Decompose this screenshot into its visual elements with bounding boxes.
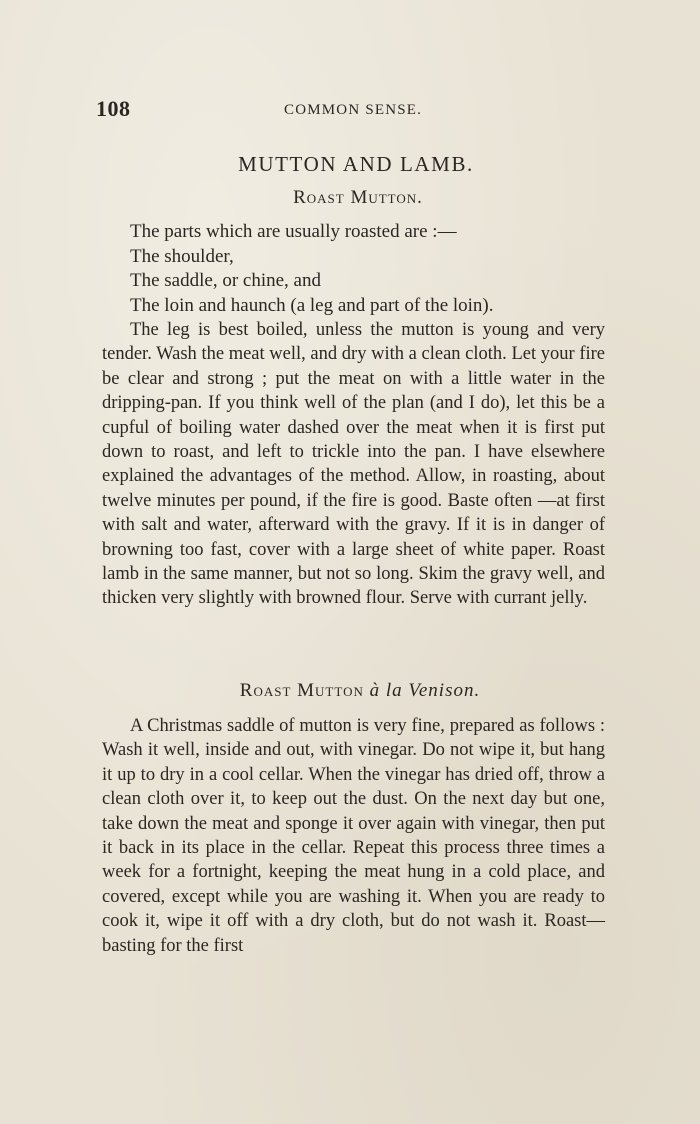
list-item: The loin and haunch (a leg and part of the loin). bbox=[130, 294, 494, 316]
section-title-italic: à la Venison. bbox=[369, 680, 481, 701]
chapter-title: MUTTON AND LAMB. bbox=[238, 152, 474, 176]
roasting-parts-list bbox=[130, 220, 494, 318]
paragraph-roast-mutton: The leg is best boiled, unless the mutton is young and very tender. Wash the meat well, and dry with a clean cloth. Let your fire be clear and strong ; put the meat on with a little water in the dripping-pan. If you think well of the plan (and I do), let this be a cupful of boiling water dashed over the meat when it is first put down to roast, and left to trickle into the pan. I have elsewhere explained the advantages of the method. Allow, in roasting, about twelve minutes per pound, if the fire is good. Baste often —at first with salt and water, afterward with the gravy. If it is in danger of browning too fast, cover with a large sheet of white paper. Roast lamb in the same manner, but not so long. Skim the gravy well, and thicken very slightly with browned flour. Serve with currant jelly. bbox=[102, 320, 605, 609]
paragraph-roast-mutton-venison: A Christmas saddle of mutton is very fine, prepared as follows : Wash it well, inside and out, with vinegar. Do not wipe it, but hang it up to dry in a cool cellar. When the vinegar has dried off, throw a clean cloth over it, to keep out the dust. On the next day but one, take down the meat and sponge it over again with vinegar, then put it back in its place in the cellar. Repeat this process three times a week for a fortnight, keeping the meat hung in a cold place, and covered, except while you are washing it. When you are ready to cook it, wipe it off with a dry cloth, but do not wash it. Roast—basting for the first bbox=[102, 716, 605, 956]
list-item: The saddle, or chine, and bbox=[130, 270, 321, 291]
list-item: The shoulder, bbox=[130, 245, 234, 267]
running-title: COMMON SENSE. bbox=[284, 102, 423, 118]
page-number: 108 bbox=[96, 96, 131, 121]
running-head bbox=[96, 96, 606, 128]
list-item: The parts which are usually roasted are :— bbox=[130, 221, 457, 242]
section-title-roast-mutton: Roast Mutton. bbox=[293, 187, 423, 208]
section-title-main: Roast Mutton bbox=[239, 680, 370, 701]
section-title-roast-mutton-venison bbox=[0, 680, 700, 702]
